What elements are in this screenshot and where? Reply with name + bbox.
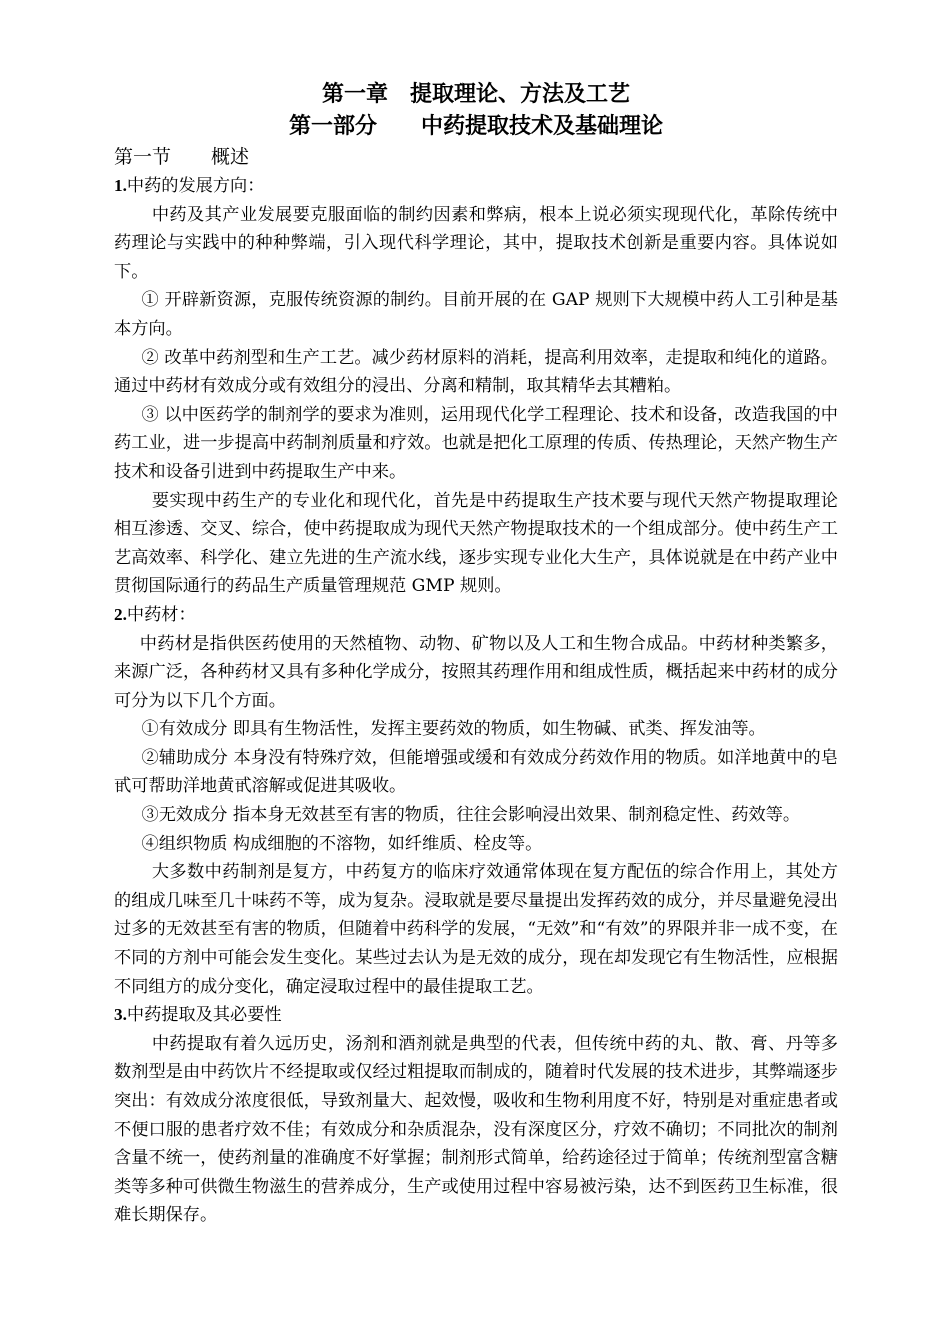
list-item: ②辅助成分 本身没有特殊疗效，但能增强或缓和有效成分药效作用的物质。如洋地黄中的皂甙可帮助洋地黄甙溶解或促进其吸收。 (114, 747, 838, 797)
subsection-number: 2. (114, 604, 127, 624)
section-label: 第一节 (114, 146, 172, 168)
paragraph: 中药及其产业发展要克服面临的制约因素和弊病，根本上说必须实现现代化，革除传统中药理论与实践中的种种弊端，引入现代科学理论，其中，提取技术创新是重要内容。具体说如下。 (114, 204, 838, 282)
list-item: ② 改革中药剂型和生产工艺。减少药材原料的消耗，提高利用效率，走提取和纯化的道路。通过中药材有效成分或有效组分的浸出、分离和精制，取其精华去其糟粕。 (114, 347, 838, 397)
subsection-heading-3 (114, 1001, 838, 1030)
list-item: ③ 以中医药学的制剂学的要求为准则，运用现代化学工程理论、技术和设备，改造我国的中药工业，进一步提高中药制剂质量和疗效。也就是把化工原理的传质、传热理论，天然产物生产技术和设备引进到中药提取生产中来。 (114, 404, 838, 482)
subsection-number: 3. (114, 1005, 127, 1025)
subsection-heading-2 (114, 601, 838, 630)
subsection-title: 中药材： (126, 604, 196, 625)
paragraph: 要实现中药生产的专业化和现代化，首先是中药提取生产技术要与现代天然产物提取理论相互渗透、交叉、综合，使中药提取成为现代天然产物提取技术的一个组成部分。使中药生产工艺高效率、科学化、建立先进的生产流水线，逐步实现专业化大生产，具体说就是在中药产业中贯彻国际通行的药品生产质量管理规范 GMP 规则。 (114, 490, 838, 597)
part-title: 第一部分 中药提取技术及基础理论 (288, 113, 663, 139)
list-item: ③无效成分 指本身无效甚至有害的物质，往往会影响浸出效果、制剂稳定性、药效等。 (141, 805, 801, 826)
subsection-title: 中药的发展方向： (126, 176, 265, 196)
list-item: ①有效成分 即具有生物活性，发挥主要药效的物质，如生物碱、甙类、挥发油等。 (141, 719, 766, 740)
subsection-number: 1. (114, 176, 127, 195)
paragraph: 中药提取有着久远历史，汤剂和酒剂就是典型的代表，但传统中药的丸、散、膏、丹等多数剂型是由中药饮片不经提取或仅经过粗提取而制成的，随着时代发展的技术进步，其弊端逐步突出：有效成分浓度很低，导致剂量大、起效慢，吸收和生物利用度不好，特别是对重症患者或不便口服的患者疗效不佳；有效成分和杂质混杂，没有深度区分，疗效不确切；不同批次的制剂含量不统一，使药剂量的准确度不好掌握；制剂形式简单，给药途径过于简单；传统剂型富含糖类等多种可供微生物滋生的营养成分，生产或使用过程中容易被污染，达不到医药卫生标准，很难长期保存。 (114, 1033, 838, 1226)
paragraph: 大多数中药制剂是复方，中药复方的临床疗效通常体现在复方配伍的综合作用上，其处方的组成几味至几十味药不等，成为复杂。浸取就是要尽量提出发挥药效的成分，并尽量避免浸出过多的无效甚至有害的物质，但随着中药科学的发展，“无效”和“有效”的界限并非一成不变，在不同的方剂中可能会发生变化。某些过去认为是无效的成分，现在却发现它有生物活性，应根据不同组方的成分变化，确定浸取过程中的最佳提取工艺。 (114, 862, 838, 997)
section-heading (114, 142, 838, 172)
list-item: ④组织物质 构成细胞的不溶物，如纤维质、栓皮等。 (141, 833, 543, 854)
document-page (114, 78, 838, 1230)
section-name: 概述 (211, 146, 250, 168)
list-item: ① 开辟新资源，克服传统资源的制约。目前开展的在 GAP 规则下大规模中药人工引种是基本方向。 (114, 290, 838, 339)
subsection-heading-1 (114, 172, 838, 201)
paragraph: 中药材是指供医药使用的天然植物、动物、矿物以及人工和生物合成品。中药材种类繁多，来源广泛，各种药材又具有多种化学成分，按照其药理作用和组成性质，概括起来中药材的成分可分为以下几个方面。 (114, 633, 838, 711)
chapter-title: 第一章 提取理论、方法及工艺 (321, 81, 630, 107)
subsection-title: 中药提取及其必要性 (126, 1005, 282, 1026)
